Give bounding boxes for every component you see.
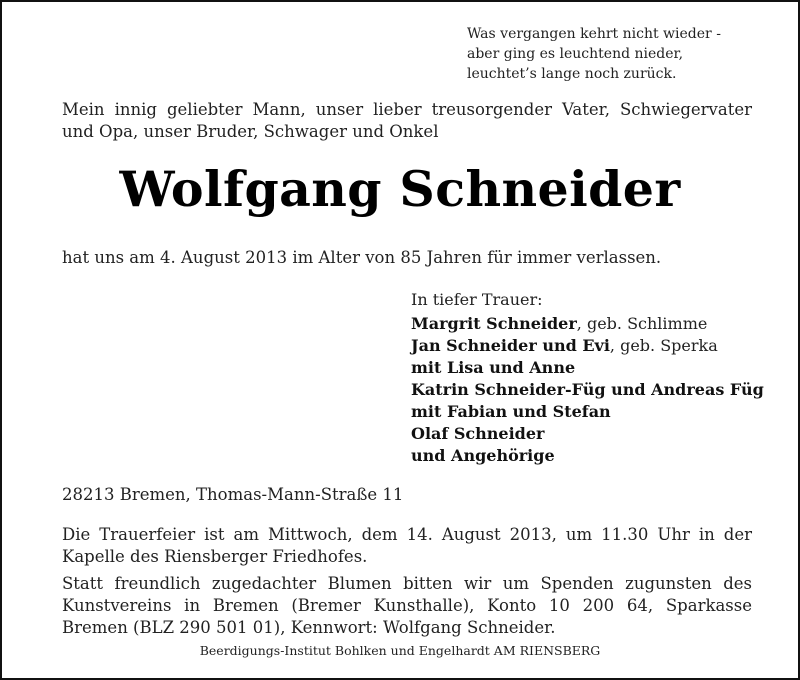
mourners-list [411, 289, 764, 467]
poem-line: Was vergangen kehrt nicht wieder - [467, 26, 721, 42]
poem-quote [467, 24, 721, 84]
mourner-line [411, 445, 764, 467]
ceremony-line: Kapelle des Riensberger Friedhofes. [62, 547, 368, 566]
poem-line: aber ging es leuchtend nieder, [467, 46, 684, 62]
passing-statement: hat uns am 4. August 2013 im Alter von 85 Jahren für immer verlassen. [62, 248, 662, 267]
intro-line: und Opa, unser Bruder, Schwager und Onkel [62, 122, 439, 141]
mourner-line [411, 313, 764, 335]
intro-text [62, 99, 752, 143]
mourner-line [411, 335, 764, 357]
donation-line: Statt freundlich zugedachter Blumen bitten wir um Spenden zugunsten des [62, 574, 752, 593]
donation-line: Kunstvereins in Bremen (Bremer Kunsthalle), Konto 10 200 64, Sparkasse [62, 596, 752, 615]
funeral-home-credit: Beerdigungs-Institut Bohlken und Engelhardt AM RIENSBERG [199, 643, 601, 658]
mourner-name: Margrit Schneider [411, 314, 577, 333]
mourner-name: und Angehörige [411, 446, 555, 465]
mourner-name: mit Lisa und Anne [411, 358, 576, 377]
mourner-note: , geb. Schlimme [576, 314, 708, 333]
mourner-line [411, 401, 764, 423]
poem-line: leuchtet’s lange noch zurück. [467, 66, 677, 82]
mourners-heading: In tiefer Trauer: [411, 290, 543, 309]
donation-line: Bremen (BLZ 290 501 01), Kennwort: Wolfgang Schneider. [62, 618, 556, 637]
ceremony-line: Die Trauerfeier ist am Mittwoch, dem 14. August 2013, um 11.30 Uhr in der [62, 525, 752, 544]
mourner-line [411, 379, 764, 401]
deceased-name: Wolfgang Schneider [119, 160, 681, 218]
mourner-line [411, 357, 764, 379]
mourner-name: mit Fabian und Stefan [411, 402, 611, 421]
mourner-name: Jan Schneider und Evi [411, 336, 610, 355]
donation-request [62, 573, 752, 639]
intro-line: Mein innig geliebter Mann, unser lieber treusorgender Vater, Schwiegervater [62, 100, 752, 119]
family-address: 28213 Bremen, Thomas-Mann-Straße 11 [62, 485, 404, 504]
mourner-name: Katrin Schneider-Füg und Andreas Füg [411, 380, 764, 399]
mourner-note: , geb. Sperka [609, 336, 718, 355]
mourner-name: Olaf Schneider [411, 424, 545, 443]
ceremony-info [62, 524, 752, 568]
mourner-line [411, 423, 764, 445]
